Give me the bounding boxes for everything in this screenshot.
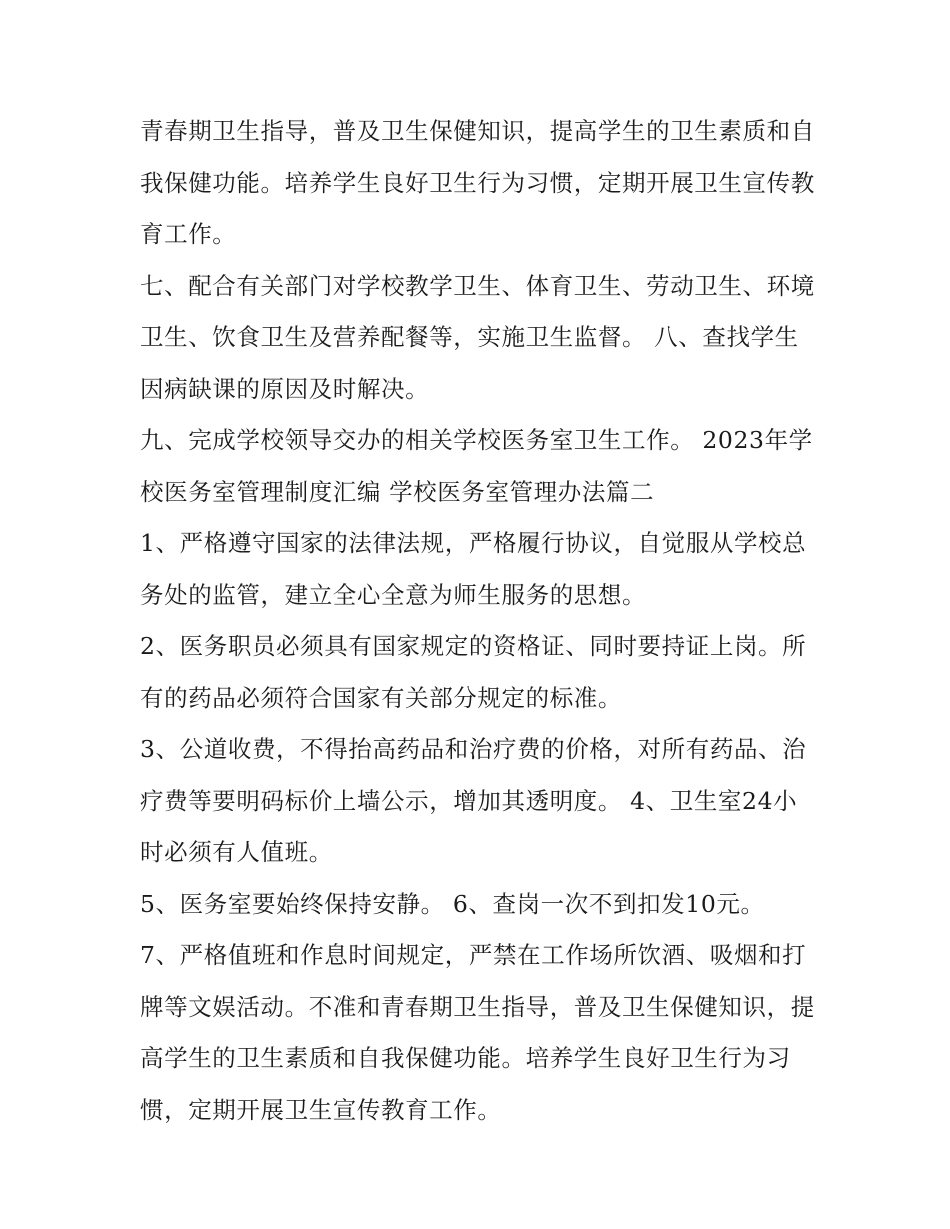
paragraph-rule-2: 2、医务职员必须具有国家规定的资格证、同时要持证上岗。所有的药品必须符合国家有关部分规定的标准。 [140, 632, 807, 712]
paragraph-rule-5-6: 5、医务室要始终保持安静。 6、查岗一次不到扣发10元。 [140, 889, 765, 918]
paragraph-item-7-8: 七、配合有关部门对学校教学卫生、体育卫生、劳动卫生、环境卫生、饮食卫生及营养配餐等，实施卫生监督。 八、查找学生因病缺课的原因及时解决。 [140, 271, 815, 403]
document-body [140, 106, 815, 1136]
paragraph-rule-1: 1、严格遵守国家的法律法规，严格履行协议，自觉服从学校总务处的监管，建立全心全意为师生服务的思想。 [140, 529, 807, 609]
paragraph-item-9-heading: 九、完成学校领导交办的相关学校医务室卫生工作。 2023年学校医务室管理制度汇编 学校医务室管理办法篇二 [140, 426, 813, 506]
paragraph-rule-3-4: 3、公道收费，不得抬高药品和治疗费的价格，对所有药品、治疗费等要明码标价上墙公示，增加其透明度。 4、卫生室24小时必须有人值班。 [140, 735, 807, 866]
paragraph-hygiene-guidance: 青春期卫生指导，普及卫生保健知识，提高学生的卫生素质和自我保健功能。培养学生良好卫生行为习惯，定期开展卫生宣传教育工作。 [140, 117, 815, 248]
paragraph-rule-7: 7、严格值班和作息时间规定，严禁在工作场所饮酒、吸烟和打牌等文娱活动。不准和青春期卫生指导，普及卫生保健知识，提高学生的卫生素质和自我保健功能。培养学生良好卫生行为习惯，定期开展卫生宣传教育工作。 [140, 941, 815, 1124]
